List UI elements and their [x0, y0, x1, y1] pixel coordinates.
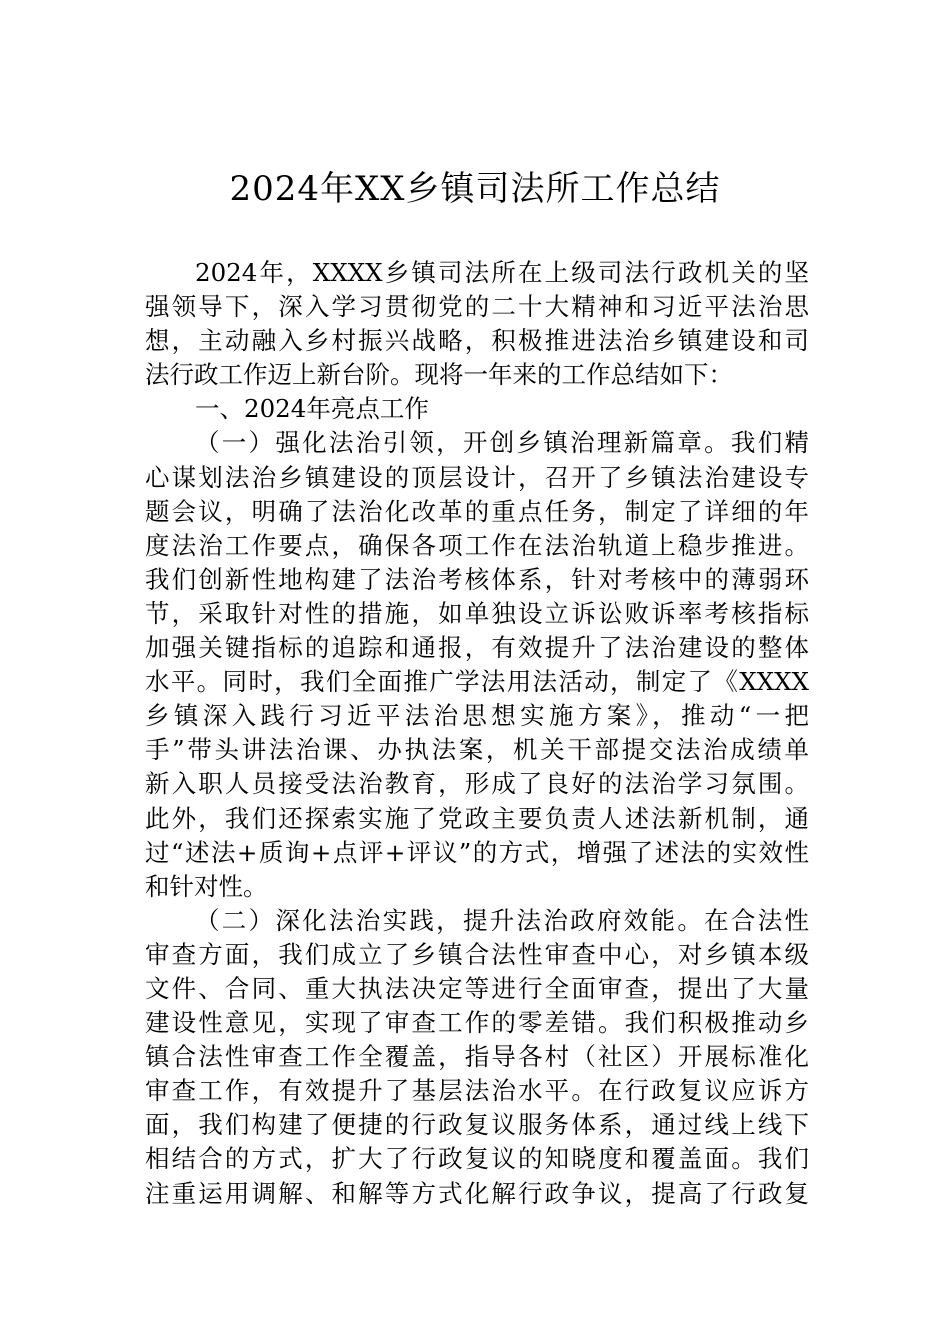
- text-line: 相结合的方式，扩大了行政复议的知晓度和覆盖面。我们: [145, 1144, 809, 1174]
- text-line: 我们创新性地构建了法治考核体系，针对考核中的薄弱环: [145, 564, 809, 594]
- document-title: 2024年XX乡镇司法所工作总结: [229, 169, 721, 209]
- text-line: 2024年，XXXX乡镇司法所在上级司法行政机关的坚: [195, 258, 809, 287]
- text-line: 面，我们构建了便捷的行政复议服务体系，通过线上线下: [145, 1110, 809, 1140]
- text-line: 镇合法性审查工作全覆盖，指导各村（社区）开展标准化: [145, 1042, 809, 1072]
- text-line: 审查工作，有效提升了基层法治水平。在行政复议应诉方: [145, 1076, 809, 1106]
- text-line: 手”带头讲法治课、办执法案，机关干部提交法治成绩单: [145, 735, 809, 765]
- text-line: 水平。同时，我们全面推广学法用法活动，制定了《XXXX: [145, 667, 809, 697]
- text-line: 强领导下，深入学习贯彻党的二十大精神和习近平法治思: [145, 292, 809, 322]
- text-line: 度法治工作要点，确保各项工作在法治轨道上稳步推进。: [145, 530, 809, 560]
- text-line: （一）强化法治引领，开创乡镇治理新篇章。我们精: [195, 428, 809, 458]
- text-line: 新入职人员接受法治教育，形成了良好的法治学习氛围。: [145, 769, 809, 799]
- text-line: 审查方面，我们成立了乡镇合法性审查中心，对乡镇本级: [145, 939, 809, 969]
- text-line: 节，采取针对性的措施，如单独设立诉讼败诉率考核指标: [145, 598, 809, 628]
- text-line: 想，主动融入乡村振兴战略，积极推进法治乡镇建设和司: [145, 326, 809, 356]
- text-line: 乡镇深入践行习近平法治思想实施方案》，推动“一把: [145, 701, 809, 731]
- text-line: （二）深化法治实践，提升法治政府效能。在合法性: [195, 905, 809, 935]
- text-line: 建设性意见，实现了审查工作的零差错。我们积极推动乡: [145, 1008, 809, 1038]
- document-body: [145, 256, 809, 1211]
- text-line: 此外，我们还探索实施了党政主要负责人述法新机制，通: [145, 803, 809, 833]
- text-line: 注重运用调解、和解等方式化解行政争议，提高了行政复: [145, 1178, 809, 1208]
- text-line: 题会议，明确了法治化改革的重点任务，制定了详细的年: [145, 496, 809, 526]
- text-line: 加强关键指标的追踪和通报，有效提升了法治建设的整体: [145, 633, 809, 663]
- text-line: 法行政工作迈上新台阶。现将一年来的工作总结如下：: [145, 360, 733, 390]
- text-line: 过“述法+质询+点评+评议”的方式，增强了述法的实效性: [145, 837, 809, 867]
- text-line: 文件、合同、重大执法决定等进行全面审查，提出了大量: [145, 973, 809, 1003]
- text-line: 心谋划法治乡镇建设的顶层设计，召开了乡镇法治建设专: [145, 462, 809, 492]
- text-line: 和针对性。: [145, 871, 268, 901]
- text-line: 一、2024年亮点工作: [195, 394, 429, 424]
